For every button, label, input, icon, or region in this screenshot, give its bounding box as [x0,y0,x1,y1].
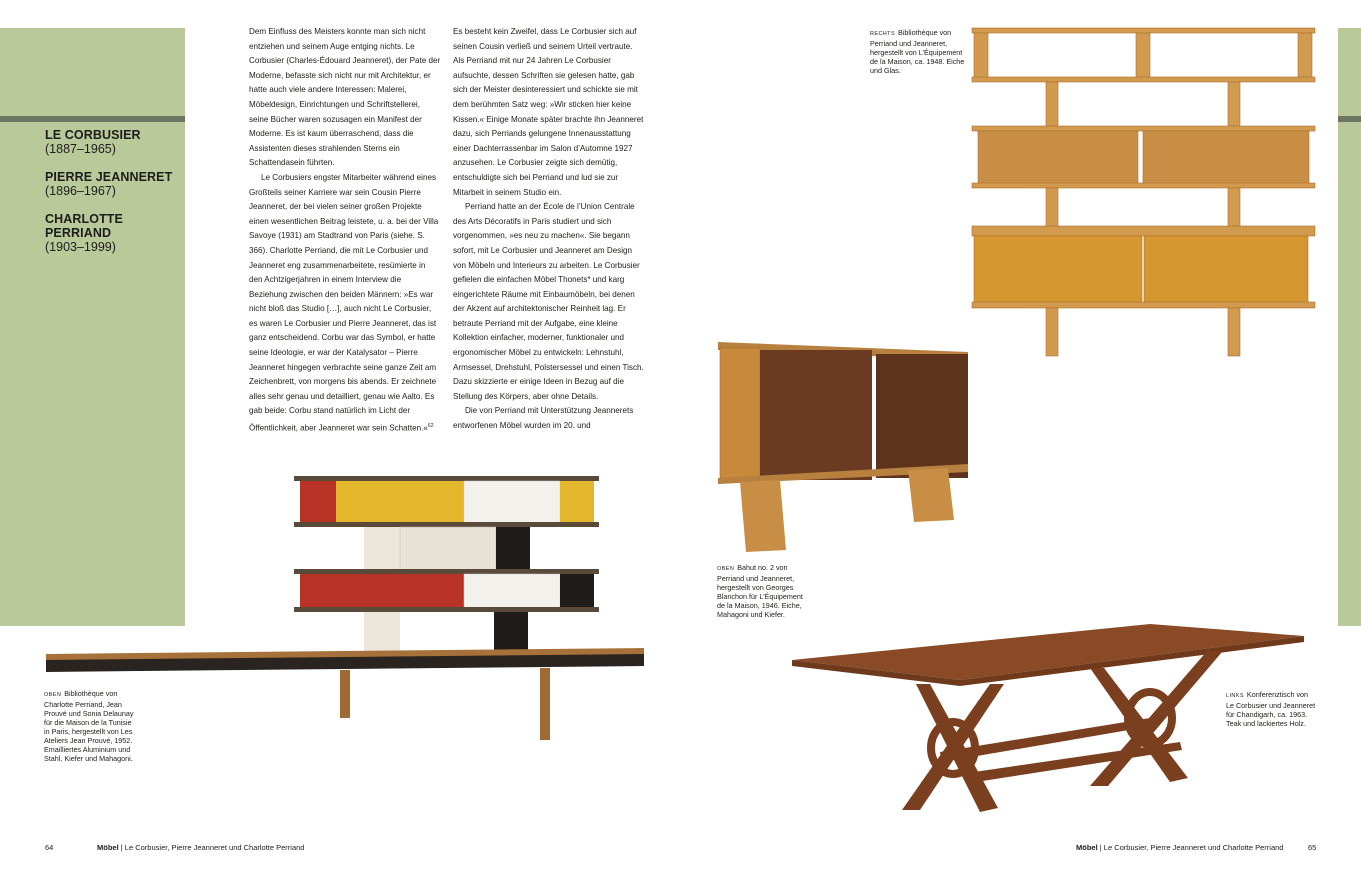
paragraph-text: Le Corbusiers engster Mitarbeiter während eines Großteils seiner Karriere war sein Cousin Pierre Jeanneret, der bei vielen seiner großen Projekte einen wesentlichen Beitrag leistete, u. a. bei der Villa Savoye (1931) am Stadtrand von Paris (siehe. S. 366). Charlotte Perriand, die mit Le Corbusier und Jeanneret eng zusammenarbeitete, resümierte in den Achtzigerjahren in einem Interview die Beziehung zwischen den beiden Männern: »Es war nicht bloß das Studio […], auch nicht Le Corbusier, es waren Le Corbusier und Pierre Jeanneret, das ist ganz entscheidend. Corbu war das Symbol, er hatte seine Ideologie, er war der Katalysator – Pierre Jeanneret hingegen verbrachte seine ganze Zeit am Zeichenbrett, von morgens bis abends. Er zeichnete alles sehr genau und detailliert, genau wie Aalto. Es gab beide: Corbu stand natürlich im Licht der Öffentlichkeit, aber Jeanneret war sein Schatten.« [249,172,439,433]
footnote-ref: 62 [427,423,434,430]
caption-label: OBEN [717,566,735,572]
caption-text: Bibliothèque von Perriand und Jeanneret, hergestellt von L’Équipement de la Maison, ca. 1948. Eiche und Glas. [870,28,965,75]
page-number-right: 65 [1308,843,1317,852]
paragraph: Perriand hatte an der École de l’Union Centrale des Arts Décoratifs in Paris studiert und sich vorgenommen, »es neu zu machen«. Sie begann sofort, mit Le Corbusier und Jeanneret am Design von Möbeln und Interieurs zu arbeiten. Le Corbusier gefielen die einfachen Möbel Thonets* und karg eingerichtete Räume mit Einbaumöbeln, bei denen der Akzent auf architektonischer Reinheit lag. Er betraute Perriand mit der Aufgabe, eine kleine Kollektion einfacher, moderner, funktionaler und ergonomischer Möbel zu entwickeln: Lehnstuhl, Armsessel, Drehstuhl, Polstersessel und einen Tisch. Dazu skizzierte er einige Ideen in Bezug auf die Stellung des Körpers, aber ohne Details. [453,202,644,401]
caption-text: Konferenztisch von Le Corbusier und Jeanneret für Chandigarh, ca. 1963. Teak und lackiertes Holz. [1226,690,1316,728]
designer-names [45,128,185,268]
footer-separator: | [118,843,125,852]
paragraph: Dem Einfluss des Meisters konnte man sich nicht entziehen und seinem Auge entging nichts. Le Corbusier (Charles-Édouard Jeanneret), der Pate der Moderne, befasste sich nicht nur mit Architektur, er hatte auch viele andere Interessen: Malerei, Möbeldesign, Einrichtungen und Schriftstellerei, seine Bücher waren sozusagen ein Manifest der Moderne. Es ist kaum überraschend, dass die Assistenten dieses strahlenden Sterns ein Schattendasein führten. [249,27,441,168]
caption-text: Bahut no. 2 von Perriand und Jeanneret, hergestellt von Georges Blanchon für L’Équipement de la Maison, 1946. Eiche, Mahagoni und Kiefer. [717,563,803,619]
sidebar-rule [0,116,185,122]
caption-label: RECHTS [870,31,896,37]
right-edge-rule [1338,116,1361,122]
sideboard-photo [716,338,974,554]
caption-text: Bibliothèque von Charlotte Perriand, Jean Prouvé und Sonia Delaunay für die Maison de la Tunisie in Paris, hergestellt von Les Ateliers Jean Prouvé, 1952. Emailliertes Aluminium und Stahl, Kiefer und Mahagoni. [44,689,134,763]
bookshelf-photo [960,25,1330,365]
text-column-1 [249,25,441,436]
caption-tunisie-bookshelf [44,689,134,763]
paragraph [249,171,441,436]
designer-name: LE CORBUSIER [45,128,141,142]
designer-name: CHARLOTTE PERRIAND [45,212,123,240]
page-number-left: 64 [45,843,54,852]
caption-sideboard [717,563,809,619]
caption-label: LINKS [1226,693,1244,699]
footer-separator: | [1097,843,1104,852]
designer-years: (1896–1967) [45,184,116,198]
footer-section: Möbel [1076,843,1098,852]
paragraph: Es besteht kein Zweifel, dass Le Corbusier sich auf seinen Cousin verließ und seinem Urteil vertraute. Als Perriand mit nur 24 Jahren Le Corbusier aufsuchte, dessen Schriften sie gelesen hatte, gab sich der Meister desinteressiert und schickte sie mit dem berühmten Satz weg: »Wir sticken hier keine Kissen.« Einige Monate später brachte ihn Jeanneret dazu, sich Perriands gelungene Innenausstattung einer Dachterrassenbar im Salon d’Automne 1927 anzusehen. Le Corbusier zeigte sich demütig, entschuldigte sich bei Perriand und lud sie zur Mitarbeit in seinem Studio ein. [453,27,644,197]
designer-name: PIERRE JEANNERET [45,170,173,184]
footer-subtitle: Le Corbusier, Pierre Jeanneret und Charlotte Perriand [1103,843,1284,852]
paragraph: Die von Perriand mit Unterstützung Jeannerets entworfenen Möbel wurden im 20. und [453,406,634,431]
caption-bookshelf [870,28,966,75]
footer-subtitle: Le Corbusier, Pierre Jeanneret und Charlotte Perriand [124,843,305,852]
footer-left [97,843,304,852]
caption-label: OBEN [44,692,62,698]
designer-years: (1903–1999) [45,240,116,254]
footer-section: Möbel [97,843,119,852]
designer-years: (1887–1965) [45,142,116,156]
caption-conference-table [1226,690,1318,728]
text-column-2 [453,25,645,434]
footer-right [1076,843,1283,852]
